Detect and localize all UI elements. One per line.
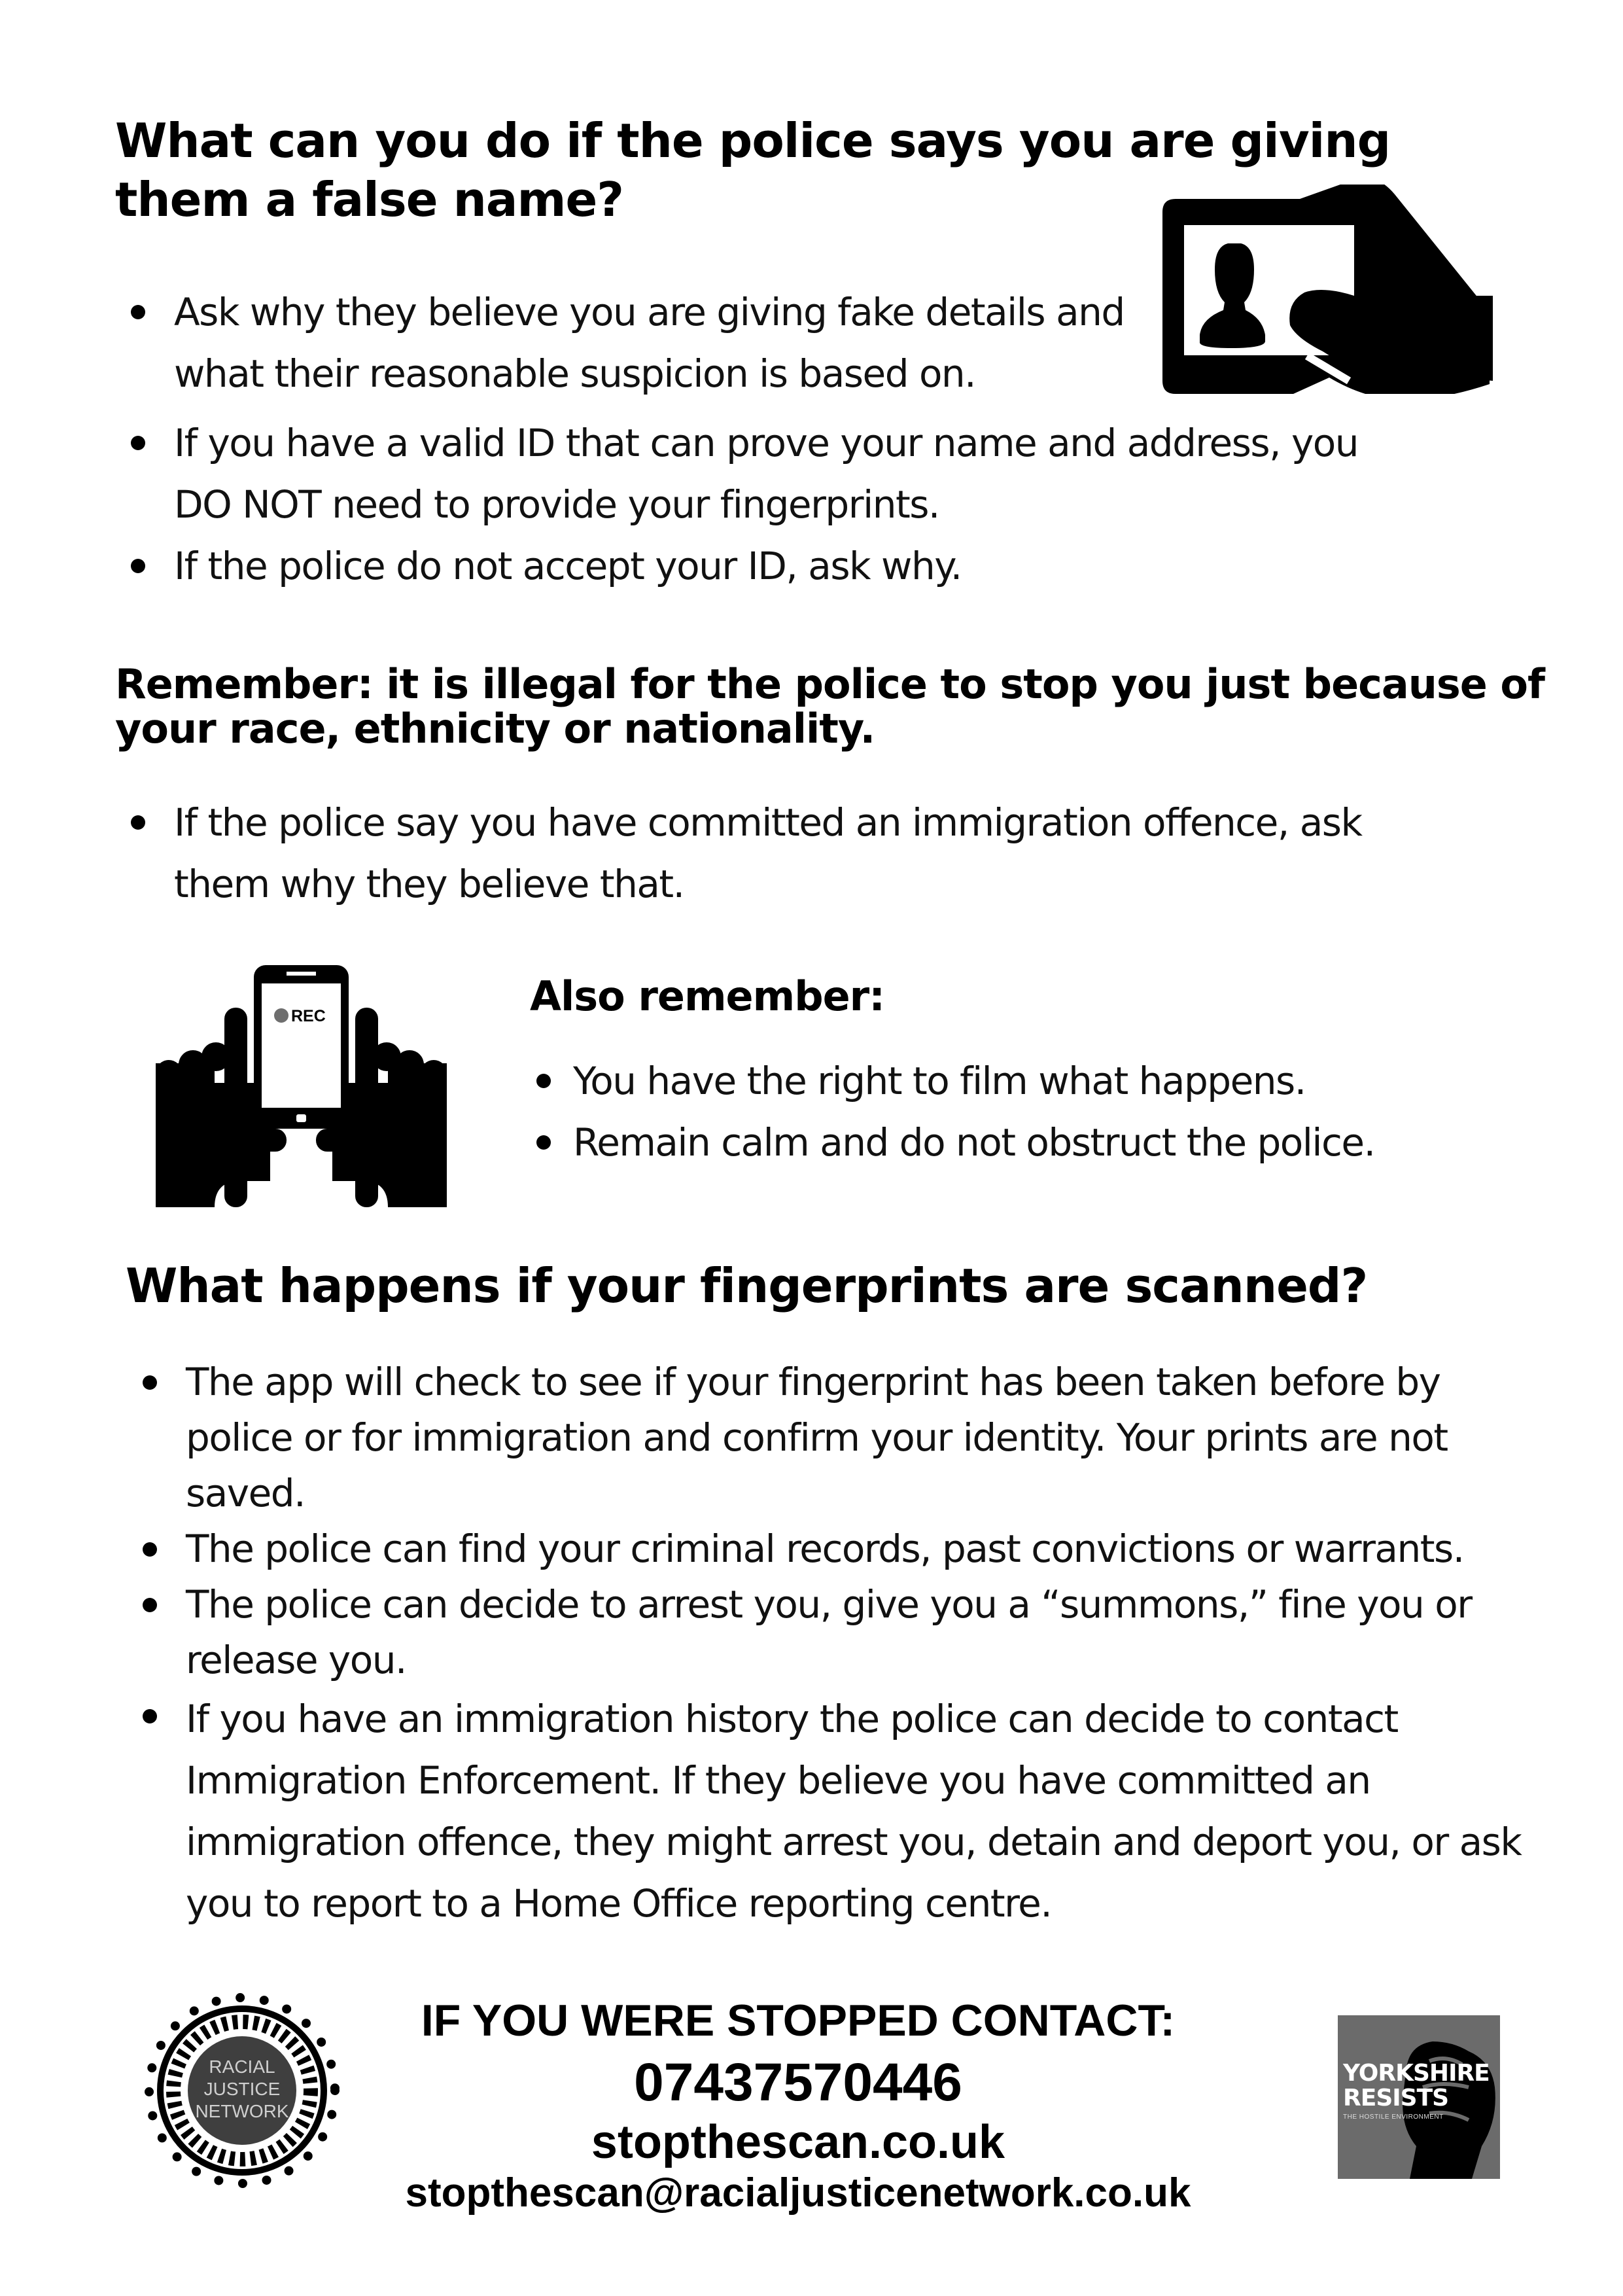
list-item: You have the right to film what happens. — [521, 1050, 1502, 1112]
heading-fingerprints-scanned: What happens if your fingerprints are scanned? — [126, 1258, 1368, 1313]
list-item: The police can decide to arrest you, give you a “summons,” fine you or release you. — [127, 1577, 1553, 1688]
list-item: If you have a valid ID that can prove your name and address, you DO NOT need to provide your fingerprints. — [115, 412, 1489, 535]
bullet-list-also-remember — [521, 1050, 1502, 1173]
contact-heading: IF YOU WERE STOPPED CONTACT: — [421, 1996, 1176, 2045]
bullet-list-false-name-2 — [115, 412, 1489, 597]
bullet-list-fingerprints — [127, 1354, 1553, 1934]
rec-label: REC — [291, 1007, 326, 1025]
contact-phone[interactable]: 07437570446 — [634, 2053, 962, 2112]
logo-text-resists: RESISTS — [1343, 2085, 1449, 2111]
logo-text-line1: RACIAL — [209, 2057, 275, 2077]
logo-text-line2: JUSTICE — [203, 2079, 281, 2099]
logo-text-line3: NETWORK — [195, 2101, 289, 2121]
list-item: If the police do not accept your ID, ask why. — [115, 535, 1489, 597]
logo-text-yorkshire: YORKSHIRE — [1343, 2060, 1490, 2087]
list-item: Ask why they believe you are giving fake details and what their reasonable suspicion is based on. — [115, 281, 1136, 404]
logo-tagline: THE HOSTILE ENVIRONMENT — [1343, 2113, 1444, 2121]
list-item: The police can find your criminal records, past convictions or warrants. — [127, 1521, 1553, 1577]
list-item: If you have an immigration history the police can decide to contact Immigration Enforcement. If they believe you have committed an immigration offence, they might arrest you, detain and deport you, or ask you to report to a Home Office reporting centre. — [127, 1688, 1553, 1934]
racial-justice-network-logo — [141, 1989, 343, 2192]
hands-filming-phone-icon — [156, 952, 447, 1207]
bullet-list-false-name-1 — [115, 281, 1136, 404]
heading-also-remember: Also remember: — [530, 972, 885, 1020]
bullet-list-immigration-offence — [115, 792, 1489, 915]
contact-website[interactable]: stopthescan.co.uk — [591, 2116, 1005, 2168]
hand-holding-id-card-icon — [1153, 185, 1493, 394]
heading-false-name: What can you do if the police says you are giving them a false name? — [115, 113, 1391, 227]
list-item: The app will check to see if your fingerprint has been taken before by police or for immigration and confirm your identity. Your prints are not saved. — [127, 1354, 1553, 1521]
list-item: Remain calm and do not obstruct the police. — [521, 1112, 1502, 1173]
list-item: If the police say you have committed an immigration offence, ask them why they believe that. — [115, 792, 1489, 915]
heading-remember-illegal: Remember: it is illegal for the police to stop you just because of your race, ethnicity or nationality. — [115, 660, 1544, 752]
contact-email[interactable]: stopthescan@racialjusticenetwork.co.uk — [405, 2170, 1191, 2216]
yorkshire-resists-logo — [1338, 2015, 1500, 2179]
